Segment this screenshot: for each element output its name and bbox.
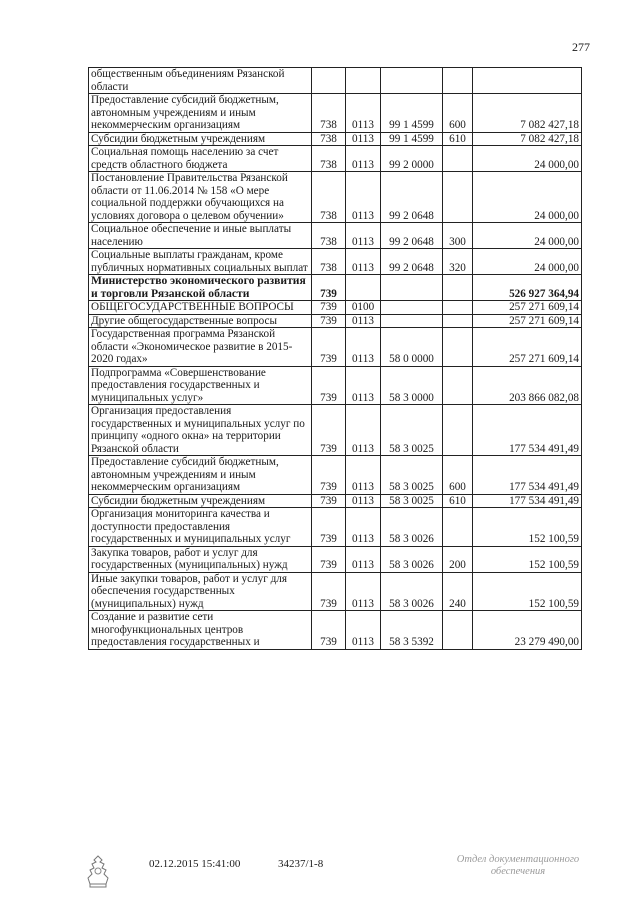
table-row [89,68,582,94]
row-name: Организация предоставления государственных и муниципальных услуг по принципу «одного окна» на территории Рязанской области [89,405,312,456]
row-expense-type: 600 [443,456,473,495]
row-amount [473,68,582,94]
row-amount: 257 271 609,14 [473,314,582,328]
row-amount: 24 000,00 [473,172,582,223]
row-vd-code: 739 [312,275,346,301]
row-expense-type: 610 [443,132,473,146]
row-amount: 152 100,59 [473,508,582,547]
row-name: Социальная помощь населению за счет средств областного бюджета [89,146,312,172]
row-section-code: 0100 [346,301,381,315]
department-stamp [448,854,588,878]
row-vd-code: 739 [312,456,346,495]
row-section-code [346,68,381,94]
row-target-code [381,301,443,315]
table-row [89,328,582,367]
row-amount: 177 534 491,49 [473,405,582,456]
row-name: Закупка товаров, работ и услуг для государственных (муниципальных) нужд [89,546,312,572]
row-name: Социальные выплаты гражданам, кроме публичных нормативных социальных выплат [89,249,312,275]
row-expense-type: 320 [443,249,473,275]
row-vd-code: 739 [312,611,346,650]
row-target-code: 58 3 0026 [381,546,443,572]
row-section-code: 0113 [346,328,381,367]
row-expense-type [443,508,473,547]
row-target-code: 58 3 0000 [381,366,443,405]
row-vd-code: 739 [312,328,346,367]
row-expense-type: 300 [443,223,473,249]
row-name: Субсидии бюджетным учреждениям [89,132,312,146]
row-amount: 7 082 427,18 [473,94,582,133]
row-name: ОБЩЕГОСУДАРСТВЕННЫЕ ВОПРОСЫ [89,301,312,315]
row-section-code: 0113 [346,132,381,146]
row-name: Социальное обеспечение и иные выплаты населению [89,223,312,249]
row-vd-code: 738 [312,223,346,249]
row-expense-type [443,314,473,328]
row-amount: 23 279 490,00 [473,611,582,650]
row-amount: 257 271 609,14 [473,328,582,367]
row-expense-type [443,172,473,223]
row-expense-type [443,405,473,456]
row-target-code: 58 3 0026 [381,508,443,547]
row-expense-type [443,611,473,650]
coat-of-arms-icon [84,854,112,891]
row-amount: 152 100,59 [473,546,582,572]
footer [0,852,640,892]
budget-table-body [89,68,582,650]
row-target-code [381,314,443,328]
row-section-code: 0113 [346,94,381,133]
row-section-code: 0113 [346,405,381,456]
row-target-code: 99 2 0648 [381,249,443,275]
row-name: Другие общегосударственные вопросы [89,314,312,328]
row-expense-type: 200 [443,546,473,572]
row-section-code [346,275,381,301]
row-section-code: 0113 [346,611,381,650]
row-target-code: 58 3 0025 [381,456,443,495]
row-target-code [381,275,443,301]
department-line-1: Отдел документационного [456,854,580,865]
table-row [89,405,582,456]
row-name: общественным объединениям Рязанской области [89,68,312,94]
table-row [89,366,582,405]
footer-timestamp: 02.12.2015 15:41:00 [149,858,241,870]
row-vd-code: 739 [312,508,346,547]
row-target-code: 99 1 4599 [381,132,443,146]
row-section-code: 0113 [346,572,381,611]
row-vd-code: 739 [312,366,346,405]
row-expense-type [443,275,473,301]
table-row [89,146,582,172]
row-vd-code: 738 [312,249,346,275]
row-expense-type: 610 [443,494,473,508]
row-amount: 257 271 609,14 [473,301,582,315]
footer-doc-id: 34237/1-8 [278,858,324,870]
table-row [89,249,582,275]
row-target-code: 58 3 0026 [381,572,443,611]
row-section-code: 0113 [346,223,381,249]
row-amount: 177 534 491,49 [473,494,582,508]
row-name: Министерство экономического развития и торговли Рязанской области [89,275,312,301]
row-target-code: 99 1 4599 [381,94,443,133]
row-section-code: 0113 [346,456,381,495]
row-vd-code: 738 [312,172,346,223]
table-row [89,508,582,547]
row-section-code: 0113 [346,508,381,547]
row-expense-type [443,328,473,367]
row-name: Субсидии бюджетным учреждениям [89,494,312,508]
table-row [89,172,582,223]
row-amount: 152 100,59 [473,572,582,611]
row-name: Постановление Правительства Рязанской области от 11.06.2014 № 158 «О мере социальной поддержки обучающихся на условиях договора о целевом обучении» [89,172,312,223]
row-section-code: 0113 [346,494,381,508]
row-section-code: 0113 [346,314,381,328]
row-target-code: 58 0 0000 [381,328,443,367]
row-vd-code: 738 [312,132,346,146]
row-vd-code: 739 [312,546,346,572]
row-expense-type: 240 [443,572,473,611]
table-row [89,572,582,611]
row-target-code: 58 3 0025 [381,405,443,456]
row-vd-code: 738 [312,94,346,133]
table-row [89,611,582,650]
row-vd-code: 738 [312,146,346,172]
row-target-code [381,68,443,94]
row-target-code: 99 2 0000 [381,146,443,172]
row-name: Создание и развитие сети многофункциональных центров предоставления государственных и [89,611,312,650]
row-target-code: 99 2 0648 [381,172,443,223]
table-row [89,94,582,133]
row-vd-code: 739 [312,405,346,456]
row-section-code: 0113 [346,366,381,405]
table-row [89,301,582,315]
row-target-code: 58 3 5392 [381,611,443,650]
row-amount: 24 000,00 [473,146,582,172]
row-section-code: 0113 [346,172,381,223]
page-number: 277 [572,40,590,54]
row-section-code: 0113 [346,546,381,572]
row-name: Предоставление субсидий бюджетным, автономным учреждениям и иным некоммерческим организациям [89,456,312,495]
row-name: Подпрограмма «Совершенствование предоставления государственных и муниципальных услуг» [89,366,312,405]
row-amount: 526 927 364,94 [473,275,582,301]
row-expense-type [443,68,473,94]
row-target-code: 58 3 0025 [381,494,443,508]
row-expense-type [443,301,473,315]
row-expense-type [443,366,473,405]
table-row [89,456,582,495]
row-vd-code: 739 [312,494,346,508]
row-section-code: 0113 [346,146,381,172]
budget-table [88,67,582,650]
row-amount: 177 534 491,49 [473,456,582,495]
table-row [89,314,582,328]
row-vd-code: 739 [312,572,346,611]
row-expense-type [443,146,473,172]
row-name: Государственная программа Рязанской области «Экономическое развитие в 2015-2020 годах» [89,328,312,367]
department-line-2: обеспечения [490,866,546,877]
table-row [89,494,582,508]
table-row [89,132,582,146]
row-target-code: 99 2 0648 [381,223,443,249]
table-row [89,546,582,572]
table-row [89,275,582,301]
table-row [89,223,582,249]
row-name: Организация мониторинга качества и доступности предоставления государственных и муниципальных услуг [89,508,312,547]
row-expense-type: 600 [443,94,473,133]
row-vd-code [312,68,346,94]
row-amount: 24 000,00 [473,249,582,275]
row-name: Предоставление субсидий бюджетным, автономным учреждениям и иным некоммерческим организациям [89,94,312,133]
row-vd-code: 739 [312,301,346,315]
row-name: Иные закупки товаров, работ и услуг для обеспечения государственных (муниципальных) нужд [89,572,312,611]
row-amount: 7 082 427,18 [473,132,582,146]
row-amount: 203 866 082,08 [473,366,582,405]
row-vd-code: 739 [312,314,346,328]
row-section-code: 0113 [346,249,381,275]
row-amount: 24 000,00 [473,223,582,249]
